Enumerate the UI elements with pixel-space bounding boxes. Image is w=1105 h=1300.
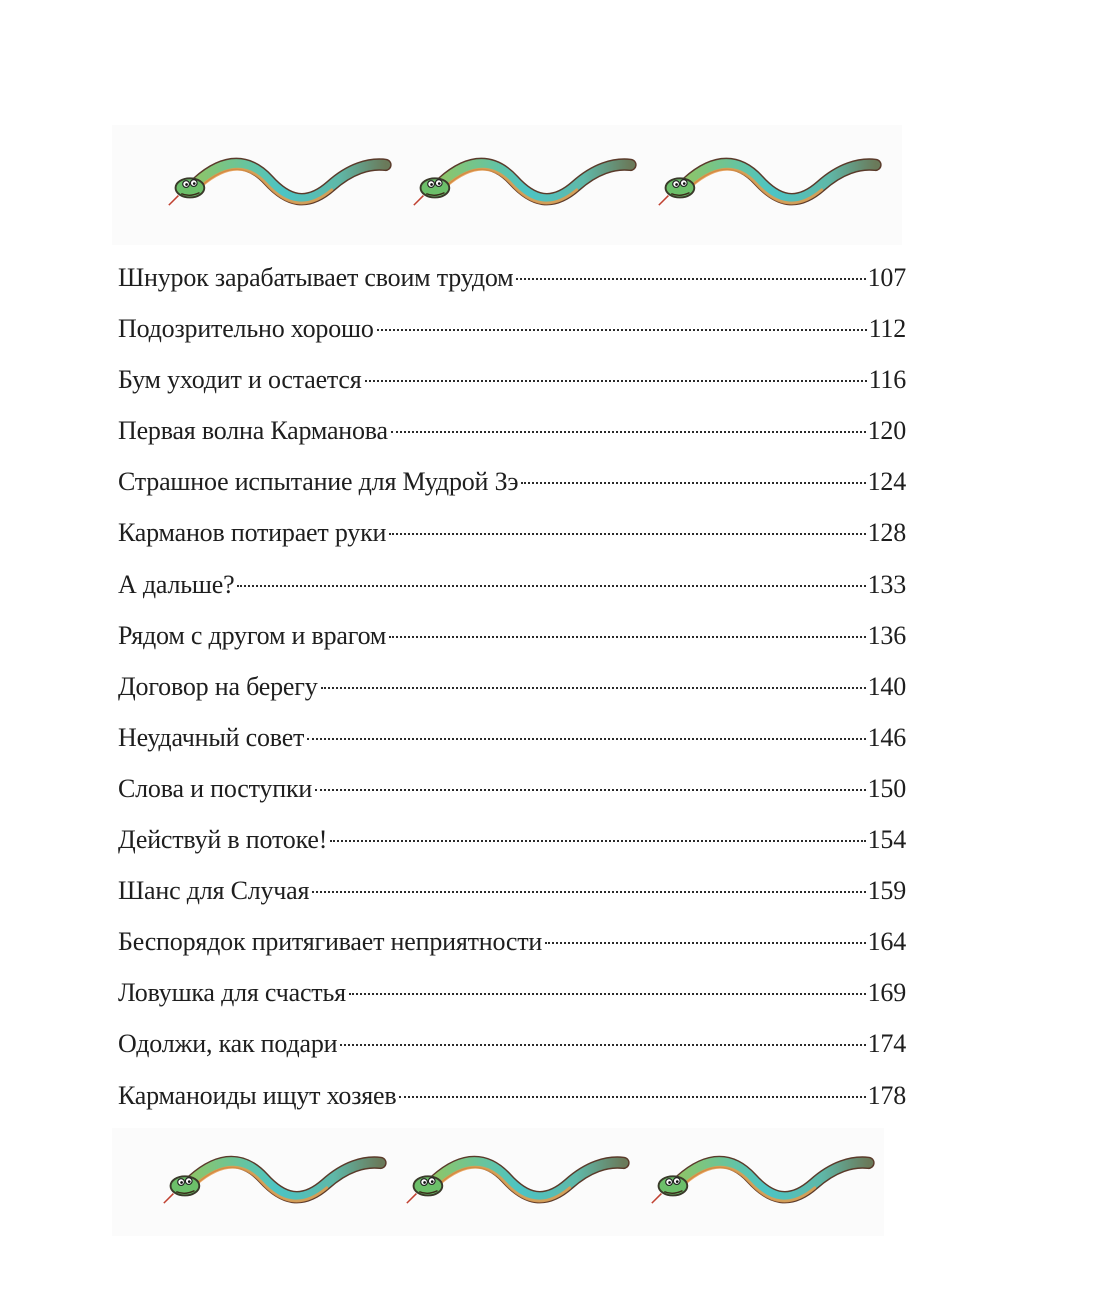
toc-entry[interactable] bbox=[118, 263, 906, 314]
dot-leader bbox=[389, 636, 865, 638]
toc-entry[interactable] bbox=[118, 365, 906, 416]
toc-entry[interactable] bbox=[118, 672, 906, 723]
snake-icon bbox=[655, 150, 885, 220]
toc-entry-page: 154 bbox=[867, 825, 906, 855]
toc-entry-page: 169 bbox=[867, 978, 906, 1008]
snake-icon bbox=[403, 1148, 633, 1218]
toc-entry-page: 124 bbox=[867, 467, 906, 497]
toc-entry[interactable] bbox=[118, 518, 906, 569]
toc-entry[interactable] bbox=[118, 927, 906, 978]
toc-entry[interactable] bbox=[118, 314, 906, 365]
dot-leader bbox=[545, 942, 865, 944]
toc-entry-page: 136 bbox=[867, 620, 906, 650]
toc-entry-title: Шанс для Случая bbox=[118, 876, 310, 906]
toc-entry-title: Первая волна Карманова bbox=[118, 416, 388, 446]
toc-entry-page: 150 bbox=[867, 773, 906, 803]
table-of-contents bbox=[118, 263, 906, 1132]
toc-entry-page: 140 bbox=[867, 671, 906, 701]
dot-leader bbox=[321, 687, 866, 689]
toc-entry-title: А дальше? bbox=[118, 569, 235, 599]
snake-icon bbox=[160, 1148, 390, 1218]
toc-entry-page: 116 bbox=[868, 365, 906, 395]
toc-entry-title: Неудачный совет bbox=[118, 722, 305, 752]
toc-entry-title: Слова и поступки bbox=[118, 773, 313, 803]
dot-leader bbox=[377, 329, 867, 331]
toc-entry-title: Действуй в потоке! bbox=[118, 825, 328, 855]
dot-leader bbox=[315, 789, 866, 791]
toc-entry-title: Страшное испытание для Мудрой Зэ bbox=[118, 467, 519, 497]
toc-entry[interactable] bbox=[118, 774, 906, 825]
toc-entry-page: 120 bbox=[867, 416, 906, 446]
toc-entry[interactable] bbox=[118, 876, 906, 927]
dot-leader bbox=[516, 278, 865, 280]
toc-entry-title: Ловушка для счастья bbox=[118, 978, 346, 1008]
dot-leader bbox=[365, 380, 867, 382]
toc-entry-title: Карманов потирает руки bbox=[118, 518, 387, 548]
toc-entry-page: 107 bbox=[867, 263, 906, 292]
toc-entry-page: 146 bbox=[867, 722, 906, 752]
toc-entry-page: 178 bbox=[867, 1080, 906, 1110]
toc-entry[interactable] bbox=[118, 467, 906, 518]
toc-entry-title: Карманоиды ищут хозяев bbox=[118, 1080, 397, 1110]
dot-leader bbox=[399, 1096, 865, 1098]
toc-entry[interactable] bbox=[118, 825, 906, 876]
dot-leader bbox=[312, 891, 865, 893]
toc-entry-title: Рядом с другом и врагом bbox=[118, 620, 387, 650]
toc-entry-title: Шнурок зарабатывает своим трудом bbox=[118, 263, 514, 292]
dot-leader bbox=[330, 840, 865, 842]
dot-leader bbox=[521, 482, 865, 484]
dot-leader bbox=[349, 993, 866, 995]
toc-entry[interactable] bbox=[118, 570, 906, 621]
toc-entry-title: Беспорядок притягивает неприятности bbox=[118, 927, 543, 957]
toc-entry-page: 133 bbox=[867, 569, 906, 599]
dot-leader bbox=[307, 738, 865, 740]
toc-entry-title: Подозрительно хорошо bbox=[118, 314, 374, 344]
snake-icon bbox=[648, 1148, 878, 1218]
toc-entry-page: 112 bbox=[868, 314, 906, 344]
toc-entry[interactable] bbox=[118, 978, 906, 1029]
snake-icon bbox=[410, 150, 640, 220]
toc-entry-page: 174 bbox=[867, 1029, 906, 1059]
toc-entry[interactable] bbox=[118, 621, 906, 672]
snake-icon bbox=[165, 150, 395, 220]
toc-entry-page: 128 bbox=[867, 518, 906, 548]
toc-entry-title: Договор на берегу bbox=[118, 671, 318, 701]
dot-leader bbox=[237, 585, 865, 587]
toc-entry[interactable] bbox=[118, 416, 906, 467]
dot-leader bbox=[389, 533, 865, 535]
dot-leader bbox=[391, 431, 866, 433]
toc-entry-page: 164 bbox=[867, 927, 906, 957]
toc-entry-page: 159 bbox=[867, 876, 906, 906]
toc-entry-title: Бум уходит и остается bbox=[118, 365, 362, 395]
toc-entry[interactable] bbox=[118, 1081, 906, 1132]
dot-leader bbox=[340, 1044, 865, 1046]
toc-entry-title: Одолжи, как подари bbox=[118, 1029, 338, 1059]
toc-entry[interactable] bbox=[118, 723, 906, 774]
toc-entry[interactable] bbox=[118, 1029, 906, 1080]
